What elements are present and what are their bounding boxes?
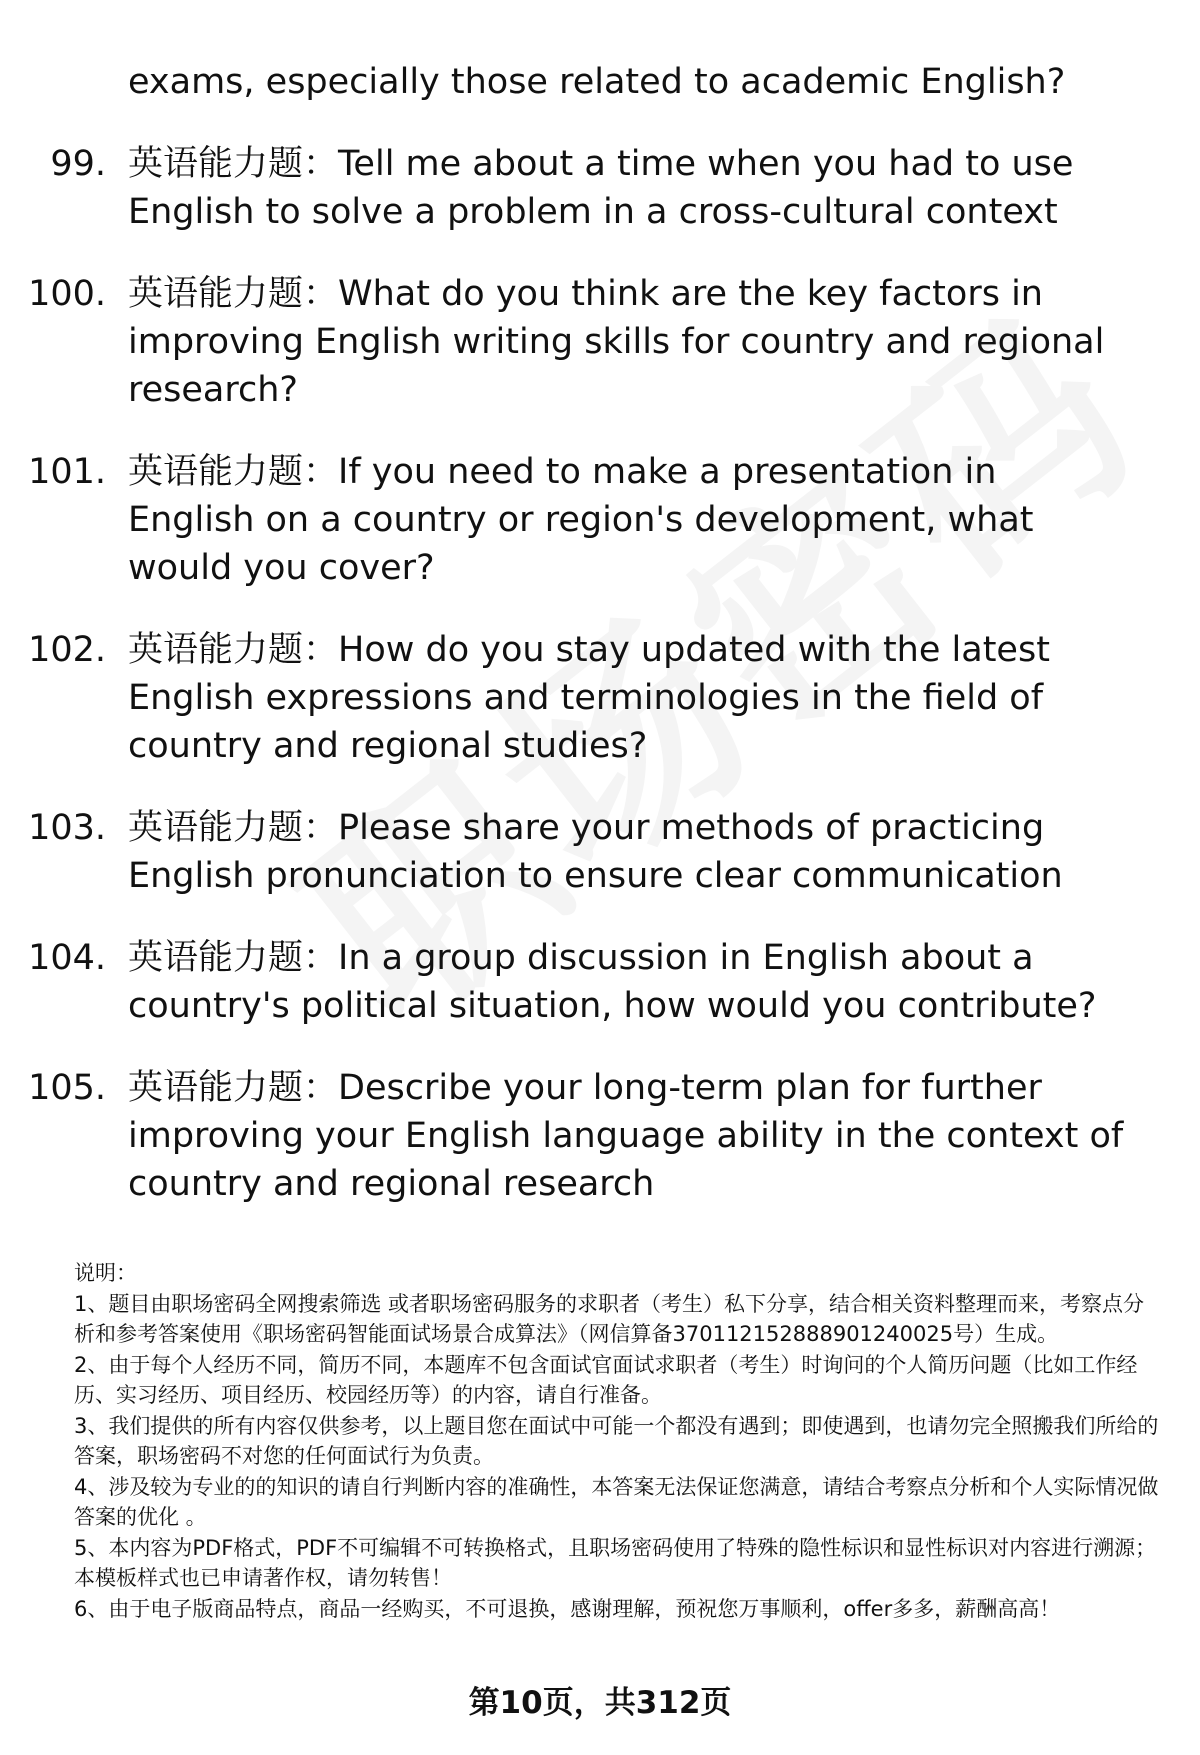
page-number: 第10页，共312页 xyxy=(468,1685,732,1721)
question-number: 103. xyxy=(28,808,106,848)
question-number: 100. xyxy=(28,274,106,314)
question-item xyxy=(0,626,1200,770)
question-text: 英语能力题：Please share your methods of practicing English pronunciation to ensure clear communication xyxy=(128,808,1063,896)
note-item: 3、我们提供的所有内容仅供参考，以上题目您在面试中可能一个都没有遇到；即使遇到，也请勿完全照搬我们所给的答案，职场密码不对您的任何面试行为负责。 xyxy=(74,1413,1159,1468)
note-item: 5、本内容为PDF格式，PDF不可编辑不可转换格式，且职场密码使用了特殊的隐性标识和显性标识对内容进行溯源；本模板样式也已申请著作权，请勿转售！ xyxy=(74,1535,1157,1590)
question-list xyxy=(0,140,1200,1242)
question-text: 英语能力题：If you need to make a presentation in English on a country or region's development, what would you cover? xyxy=(128,452,1034,588)
note-item: 2、由于每个人经历不同，简历不同，本题库不包含面试官面试求职者（考生）时询问的个人简历问题（比如工作经历、实习经历、项目经历、校园经历等）的内容，请自行准备。 xyxy=(74,1352,1138,1407)
question-text: 英语能力题：Describe your long-term plan for further improving your English language ability in the context of country and regional research xyxy=(128,1068,1124,1204)
question-item xyxy=(0,140,1200,236)
question-text: 英语能力题：In a group discussion in English about a country's political situation, how would you contribute? xyxy=(128,938,1097,1026)
question-text: 英语能力题：Tell me about a time when you had to use English to solve a problem in a cross-cultural context xyxy=(128,144,1074,232)
question-number: 99. xyxy=(50,144,106,184)
question-item xyxy=(0,270,1200,414)
note-item: 4、涉及较为专业的的知识的请自行判断内容的准确性，本答案无法保证您满意，请结合考察点分析和个人实际情况做答案的优化 。 xyxy=(74,1474,1159,1529)
note-item: 1、题目由职场密码全网搜索筛选 或者职场密码服务的求职者（考生）私下分享，结合相关资料整理而来，考察点分析和参考答案使用《职场密码智能面试场景合成算法》（网信算备370112152888901240025号）生成。 xyxy=(74,1291,1145,1346)
continuation-text: exams, especially those related to academic English? xyxy=(128,62,1066,102)
question-item xyxy=(0,934,1200,1030)
question-number: 102. xyxy=(28,630,106,670)
question-item xyxy=(0,448,1200,592)
question-item xyxy=(0,1064,1200,1208)
question-number: 105. xyxy=(28,1068,106,1108)
note-item: 6、由于电子版商品特点，商品一经购买，不可退换，感谢理解，预祝您万事顺利，offer多多，薪酬高高！ xyxy=(74,1596,1061,1621)
question-text: 英语能力题：What do you think are the key factors in improving English writing skills for country and regional research? xyxy=(128,274,1105,410)
notes-heading: 说明： xyxy=(74,1261,137,1285)
question-item xyxy=(0,804,1200,900)
question-number: 101. xyxy=(28,452,106,492)
question-text: 英语能力题：How do you stay updated with the latest English expressions and terminologies in the field of country and regional studies? xyxy=(128,630,1050,766)
notes-section xyxy=(74,1258,1159,1624)
question-number: 104. xyxy=(28,938,106,978)
